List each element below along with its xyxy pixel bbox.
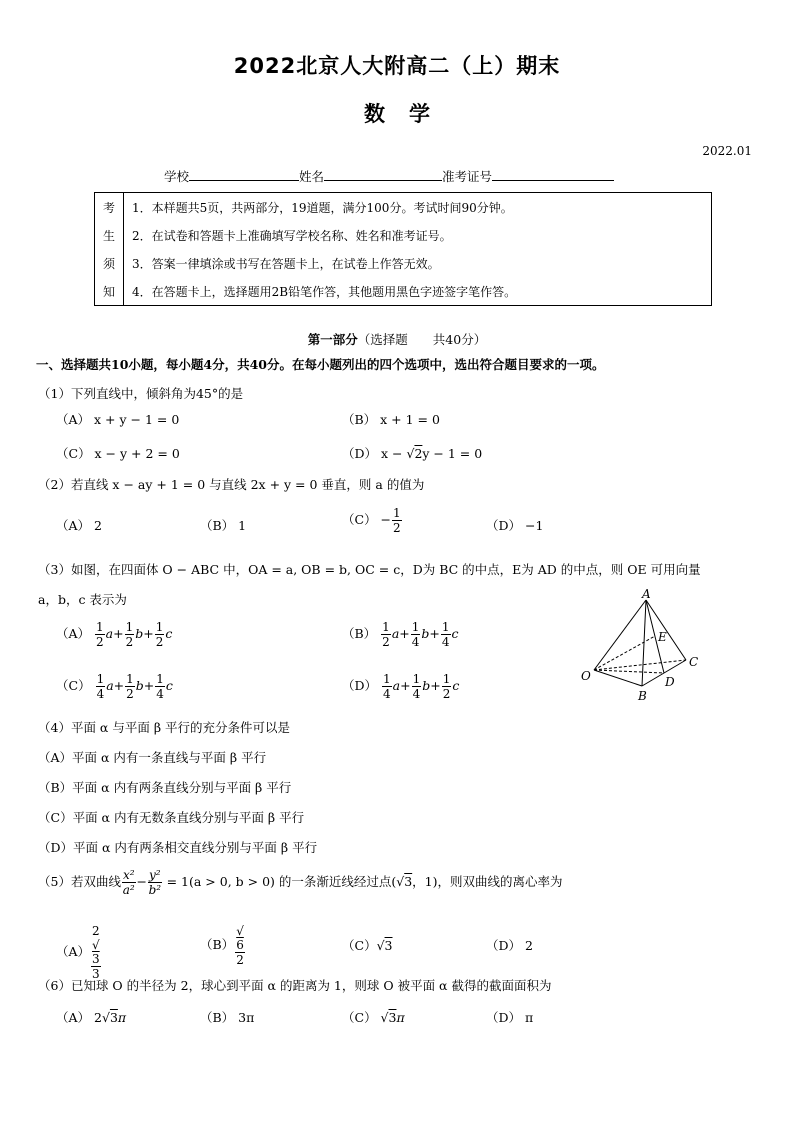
tetrahedron-figure (578, 586, 718, 706)
numerator: 2 √ 3 (92, 924, 100, 966)
q2-c-fraction (392, 506, 402, 535)
denominator: 4 (441, 635, 450, 649)
q1-option-c: （C） x − y + 2 = 0 (56, 446, 180, 461)
fraction (441, 620, 451, 649)
q2-c-pre: （C） − (342, 512, 392, 527)
var-c: c (451, 626, 459, 641)
denominator: 2 (236, 953, 244, 967)
numerator: 1 (383, 672, 391, 686)
notice-label: 须 (95, 249, 124, 277)
numerator: 1 (156, 672, 164, 686)
notice-label: 考 (95, 193, 124, 222)
notice-item: 2．在试卷和答题卡上准确填写学校名称、姓名和准考证号。 (124, 221, 712, 249)
edge-oa (594, 600, 646, 670)
denominator: 4 (96, 687, 105, 701)
notice-table (94, 192, 712, 306)
var-b: b (421, 626, 430, 641)
var-c: c (452, 678, 460, 693)
label-c: C (689, 655, 699, 669)
notice-label: 知 (95, 277, 124, 306)
segment-od-hidden (594, 670, 664, 673)
q5-stem-mid: = 1(a > 0, b > 0) 的一条渐近线经过点( (162, 874, 397, 889)
q3-option-d: （D） $\frac{1}{4}$ a+ $\frac{1}{4}$ b+ $\frac{1}{2}$ c (342, 672, 460, 701)
label-b: B (638, 689, 647, 703)
segment-oe-hidden (594, 636, 655, 670)
var-b: b (135, 626, 144, 641)
exam-date: 2022.01 (702, 144, 752, 158)
denominator: 3 (92, 967, 100, 981)
denominator: 2 (393, 521, 401, 535)
numerator: 1 (393, 506, 401, 520)
name-blank (324, 166, 442, 181)
denominator: 2 (126, 687, 134, 701)
q5-radicand: 3 (404, 874, 413, 889)
denominator: 2 (125, 635, 134, 649)
notice-label: 生 (95, 221, 124, 249)
notice-item: 1．本样题共5页，共两部分，19道题，满分100分。考试时间90分钟。 (124, 193, 712, 222)
q3-option-a: （A） $\frac{1}{2}$ a+ $\frac{1}{2}$ b+ $\frac{1}{2}$ c (56, 620, 173, 649)
q1-d-pre: （D） x − (342, 446, 407, 461)
fraction (235, 924, 245, 967)
school-label: 学校 (164, 169, 190, 184)
notice-item: 3．答案一律填涂或书写在答题卡上，在试卷上作答无效。 (124, 249, 712, 277)
q4-option-d: （D）平面 α 内有两条相交直线分别与平面 β 平行 (38, 840, 318, 855)
q6-option-b: （B） 3π (200, 1010, 255, 1025)
id-label: 准考证号 (442, 169, 493, 184)
q1-d-post: y − 1 = 0 (422, 446, 483, 461)
radicand: 3 (388, 1010, 397, 1025)
fraction (91, 924, 101, 981)
denominator: a² (122, 883, 135, 897)
option-label: （A） (56, 626, 91, 641)
numerator: 1 (96, 620, 104, 634)
numerator: 1 (382, 620, 390, 634)
var-c: c (165, 678, 173, 693)
q1-option-d: （D） x − √2y − 1 = 0 (342, 446, 483, 461)
option-label: （B） (200, 937, 235, 952)
fraction (155, 672, 165, 701)
fraction (442, 672, 452, 701)
y2-over-b2 (148, 868, 162, 897)
q5-option-a (56, 924, 102, 981)
numerator: y² (149, 868, 161, 882)
label-a: A (642, 587, 651, 601)
q4-option-c: （C）平面 α 内有无数条直线分别与平面 β 平行 (38, 810, 305, 825)
label-d: D (665, 675, 675, 689)
var-a: a (391, 626, 400, 641)
q6-option-d: （D） π (486, 1010, 534, 1025)
option-label: （C） (56, 678, 91, 693)
x2-over-a2 (122, 868, 136, 897)
student-info-line (164, 166, 614, 185)
numerator: 1 (125, 620, 134, 634)
q5-stem-pre: （5）若双曲线 (38, 874, 121, 889)
q1-option-a: （A） x + y − 1 = 0 (56, 412, 180, 427)
denominator: 2 (155, 635, 164, 649)
q3-stem-2: a，b，c 表示为 (38, 592, 127, 607)
radicand: 3 (92, 952, 100, 966)
option-label: （C） (342, 938, 377, 953)
school-blank (189, 166, 299, 181)
label-o: O (581, 669, 591, 683)
option-pre: （A） 2 (56, 1010, 102, 1025)
denominator: 4 (412, 687, 421, 701)
q3-option-b: （B） $\frac{1}{2}$ a+ $\frac{1}{4}$ b+ $\frac{1}{4}$ c (342, 620, 459, 649)
denominator: 2 (382, 635, 390, 649)
q4-stem: （4）平面 α 与平面 β 平行的充分条件可以是 (38, 720, 291, 735)
var-a: a (106, 678, 114, 693)
q6-option-a: （A） 2√3π (56, 1010, 127, 1025)
q6-stem: （6）已知球 O 的半径为 2，球心到平面 α 的距离为 1，则球 O 被平面 α 截得的截面面积为 (38, 978, 552, 993)
q2-option-d: （D） −1 (486, 518, 544, 533)
numerator: 1 (412, 672, 421, 686)
q2-option-b: （B） 1 (200, 518, 247, 533)
numerator: 1 (96, 672, 105, 686)
q3-stem: （3）如图，在四面体 O − ABC 中，OA = a, OB = b, OC = c，D为 BC 的中点，E为 AD 的中点，则 OE 可用向量 (38, 562, 701, 577)
q4-option-a: （A）平面 α 内有一条直线与平面 β 平行 (38, 750, 267, 765)
option-label: （D） (342, 678, 378, 693)
radicand: 6 (236, 938, 244, 952)
q5-stem-post: ，1)，则双曲线的离心率为 (412, 874, 563, 889)
exam-title: 2022北京人大附高二（上）期末 (233, 54, 561, 78)
numerator: x² (122, 868, 135, 882)
denominator: 4 (411, 635, 420, 649)
denominator: 2 (96, 635, 104, 649)
fraction (412, 672, 422, 701)
var-a: a (392, 678, 401, 693)
q5-option-d: （D） 2 (486, 938, 533, 953)
pi: π (117, 1010, 127, 1025)
option-label: （A） (56, 944, 91, 959)
section-heading: 一、选择题共10小题，每小题4分，共40分。在每小题列出的四个选项中，选出符合题目要求的一项。 (36, 357, 605, 372)
var-b: b (422, 678, 431, 693)
fraction (381, 620, 391, 649)
q1-stem: （1）下列直线中，倾斜角为45°的是 (38, 386, 244, 401)
q5-option-c: （C）√3 (342, 938, 393, 953)
pi: π (396, 1010, 405, 1025)
q4-option-b: （B）平面 α 内有两条直线分别与平面 β 平行 (38, 780, 292, 795)
option-label: （B） (342, 626, 377, 641)
q2-option-a: （A） 2 (56, 518, 102, 533)
label-e: E (658, 630, 667, 644)
option-pre: （C） (342, 1010, 381, 1025)
numerator: √ 6 (236, 924, 244, 952)
q6-option-c: （C） √3π (342, 1010, 405, 1025)
numerator: 1 (442, 672, 451, 686)
fraction (95, 620, 105, 649)
radicand: 3 (109, 1010, 118, 1025)
numerator: 1 (441, 620, 450, 634)
name-label: 姓名 (299, 169, 325, 184)
q5-stem: （5）若双曲线 $\frac{\text{x²}}{\text{a²}}$ − $\frac{\text{y²}}{\text{b²}}$ = 1(a > 0, b > 0) 的一条渐近线经过点(√3，1)，则双曲线的离心率为 (38, 868, 563, 897)
denominator: 4 (156, 687, 164, 701)
part-sub: （选择题 共40分） (357, 332, 487, 347)
fraction (96, 672, 106, 701)
notice-item: 4．在答题卡上，选择题用2B铅笔作答，其他题用黑色字迹签字笔作答。 (124, 277, 712, 306)
edge-ob (594, 670, 642, 686)
q1-d-radicand: 2 (414, 446, 423, 461)
q3-option-c: （C） $\frac{1}{4}$ a+ $\frac{1}{2}$ b+ $\frac{1}{4}$ c (56, 672, 173, 701)
denominator: 2 (442, 687, 451, 701)
part-title: 第一部分 (307, 332, 358, 347)
radicand: 3 (384, 938, 393, 953)
var-b: b (135, 678, 144, 693)
coef: 2 (92, 924, 100, 938)
q5-option-b (200, 924, 246, 967)
part-heading (0, 330, 794, 348)
denominator: 4 (383, 687, 391, 701)
numerator: 1 (155, 620, 164, 634)
fraction (382, 672, 392, 701)
q1-option-b: （B） x + 1 = 0 (342, 412, 440, 427)
fraction (411, 620, 421, 649)
id-blank (492, 166, 614, 181)
var-a: a (105, 626, 114, 641)
fraction (125, 672, 135, 701)
var-c: c (165, 626, 173, 641)
subject-title: 数学 (364, 102, 454, 126)
q2-option-c (342, 506, 403, 535)
denominator: b² (148, 883, 162, 897)
fraction (155, 620, 165, 649)
q2-stem: （2）若直线 x − ay + 1 = 0 与直线 2x + y = 0 垂直，则 a 的值为 (38, 477, 425, 492)
fraction (125, 620, 135, 649)
numerator: 1 (411, 620, 420, 634)
numerator: 1 (126, 672, 134, 686)
